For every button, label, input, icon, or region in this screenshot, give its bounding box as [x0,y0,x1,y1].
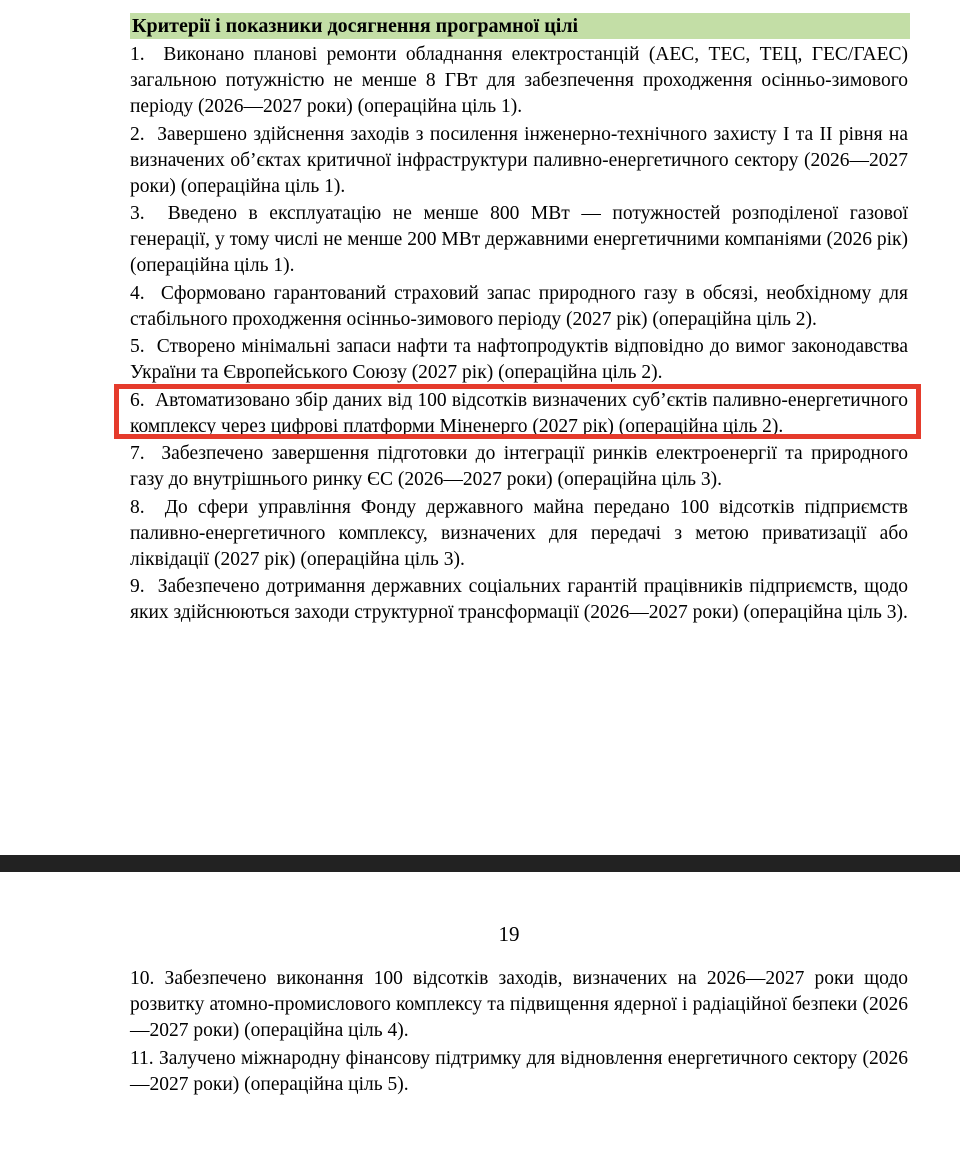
document-page-bottom [0,872,960,1173]
item-text: Створено мінімальні запаси нафти та нафтопродуктів відповідно до вимог законодавства України та Європейського Союзу (2027 рік) (операційна ціль 2). [130,336,908,383]
item-number: 4. [130,282,145,304]
list-item [130,201,908,279]
item-text: Виконано планові ремонти обладнання електростанцій (АЕС, ТЕС, ТЕЦ, ГЕС/ГАЕС) загальною потужністю не менше 8 ГВт для забезпечення проходження осінньо-зимового періоду (2026—2027 роки) (операційна ціль 1). [130,44,908,117]
list-item [130,122,908,200]
list-item [130,574,908,626]
item-text: Забезпечено виконання 100 відсотків заходів, визначених на 2026—2027 роки щодо розвитку атомно-промислового комплексу та підвищення ядерної і радіаційної безпеки (2026—2027 роки) (операційна ціль 4). [130,968,908,1041]
list-item [130,1046,908,1098]
list-item [130,495,908,573]
list-item [130,42,908,120]
item-number: 2. [130,123,145,145]
page-separator [0,855,960,872]
list-item [130,281,908,333]
list-item [130,441,908,493]
item-number: 3. [130,203,145,224]
item-text: Залучено міжнародну фінансову підтримку для відновлення енергетичного сектору (2026—2027 роки) (операційна ціль 5). [130,1047,908,1095]
item-number: 6. [130,389,145,411]
criteria-list-continued [130,966,908,1099]
item-text: Введено в експлуатацію не менше 800 МВт — потужностей розподіленої газової генерації, у тому числі не менше 200 МВт державними енергетичними компаніями (2026 рік) (операційна ціль 1). [130,203,908,276]
item-number: 9. [130,576,145,597]
item-number: 1. [130,44,145,65]
item-text: Забезпечено завершення підготовки до інтеграції ринків електроенергії та природного газу до внутрішнього ринку ЄС (2026—2027 роки) (операційна ціль 3). [130,443,908,490]
item-number: 10. [130,968,155,989]
item-number: 11. [130,1047,154,1069]
item-text: Завершено здійснення заходів з посилення інженерно-технічного захисту I та II рівня на визначених об’єктах критичної інфраструктури паливно-енергетичного сектору (2026—2027 роки) (операційна ціль 1). [130,123,909,197]
item-text: Сформовано гарантований страховий запас природного газу в обсязі, необхідному для стабільного проходження осінньо-зимового періоду (2027 рік) (операційна ціль 2). [130,282,908,330]
item-number: 5. [130,336,145,357]
page-number: 19 [498,922,520,946]
criteria-list [130,42,908,628]
item-text: До сфери управління Фонду державного майна передано 100 відсотків підприємств паливно-енергетичного комплексу, визначених для передачі з метою приватизації або ліквідації (2027 рік) (операційна ціль 3). [130,496,909,570]
list-item [130,334,908,386]
section-heading: Критерії і показники досягнення програмної цілі [130,13,910,39]
item-number: 8. [130,496,145,518]
highlighted-list-item [130,388,908,440]
item-text: Забезпечено дотримання державних соціальних гарантій працівників підприємств, щодо яких здійснюються заходи структурної трансформації (2026—2027 роки) (операційна ціль 3). [130,576,908,623]
list-item [130,966,908,1044]
item-text: Автоматизовано збір даних від 100 відсотків визначених суб’єктів паливно-енергетичного комплексу через цифрові платформи Міненерго (2027 рік) (операційна ціль 2). [130,389,908,437]
item-number: 7. [130,443,145,464]
